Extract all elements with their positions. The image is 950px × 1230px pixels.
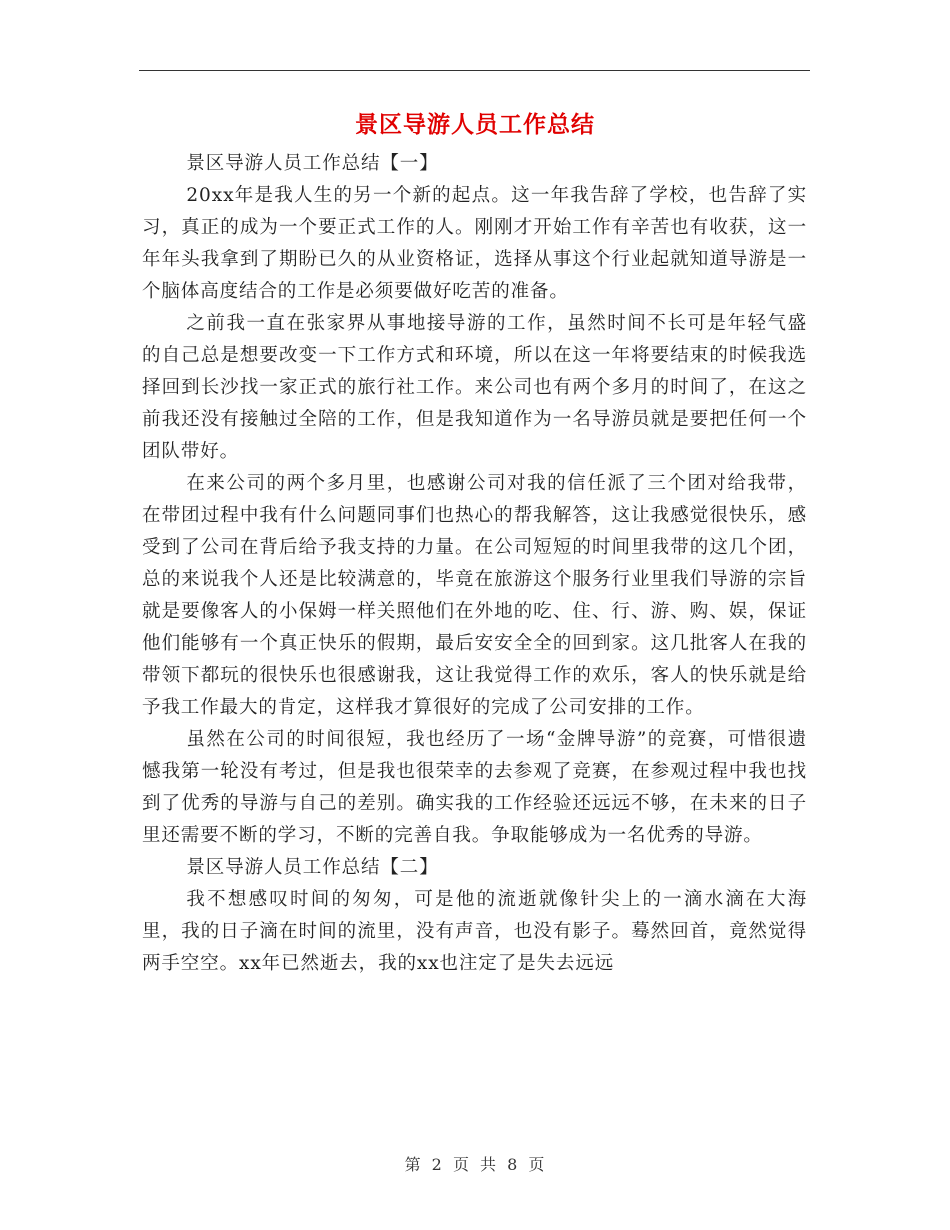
body-paragraph: 我不想感叹时间的匆匆，可是他的流逝就像针尖上的一滴水滴在大海里，我的日子滴在时间的流里，没有声音，也没有影子。蓦然回首，竟然觉得两手空空。xx年已然逝去，我的xx也注定了是失去远远 (142, 889, 807, 974)
body-paragraph: 在来公司的两个多月里，也感谢公司对我的信任派了三个团对给我带，在带团过程中我有什么问题同事们也热心的帮我解答，这让我感觉很快乐，感受到了公司在背后给予我支持的力量。在公司短短的时间里我带的这几个团，总的来说我个人还是比较满意的，毕竟在旅游这个服务行业里我们导游的宗旨就是要像客人的小保姆一样关照他们在外地的吃、住、行、游、购、娱，保证他们能够有一个真正快乐的假期，最后安安全全的回到家。这几批客人在我的带领下都玩的很快乐也很感谢我，这让我觉得工作的欢乐，客人的快乐就是给予我工作最大的肯定，这样我才算很好的完成了公司安排的工作。 (142, 473, 807, 718)
section-heading-2: 景区导游人员工作总结【二】 (186, 857, 439, 878)
body-paragraph: 之前我一直在张家界从事地接导游的工作，虽然时间不长可是年轻气盛的自己总是想要改变一下工作方式和环境，所以在这一年将要结束的时候我选择回到长沙找一家正式的旅行社工作。来公司也有两个多月的时间了，在这之前我还没有接触过全陪的工作，但是我知道作为一名导游员就是要把任何一个团队带好。 (142, 313, 807, 462)
header-rule (139, 70, 810, 71)
section-heading-1: 景区导游人员工作总结【一】 (186, 153, 439, 174)
page-footer: 第 2 页 共 8 页 (404, 1155, 546, 1174)
body-paragraph: 虽然在公司的时间很短，我也经历了一场“金牌导游”的竞赛，可惜很遗憾我第一轮没有考过，但是我也很荣幸的去参观了竞赛，在参观过程中我也找到了优秀的导游与自己的差别。确实我的工作经验还远远不够，在未来的日子里还需要不断的学习，不断的完善自我。争取能够成为一名优秀的导游。 (142, 729, 807, 846)
document-body (142, 148, 807, 980)
document-title: 景区导游人员工作总结 (355, 112, 595, 138)
body-paragraph: 20xx年是我人生的另一个新的起点。这一年我告辞了学校，也告辞了实习，真正的成为一个要正式工作的人。刚刚才开始工作有辛苦也有收获，这一年年头我拿到了期盼已久的从业资格证，选择从事这个行业起就知道导游是一个脑体高度结合的工作是必须要做好吃苦的准备。 (142, 185, 807, 302)
